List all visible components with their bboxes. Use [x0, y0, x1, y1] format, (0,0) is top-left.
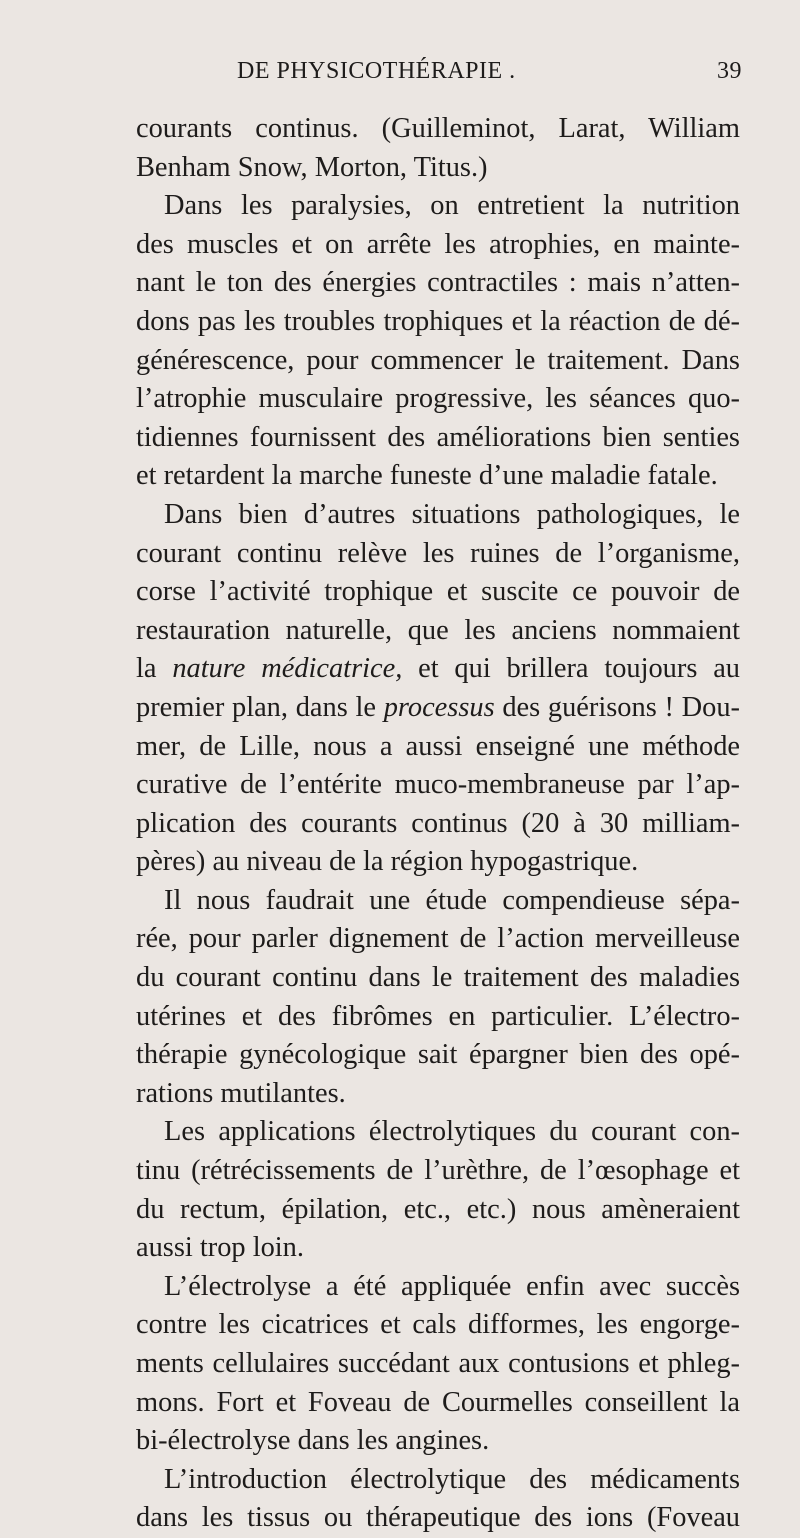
- text-line: curative de l’entérite muco-membraneuse par l’ap-: [136, 769, 740, 801]
- text-line: thérapie gynécologique sait épargner bien des opé-: [136, 1039, 740, 1071]
- text-line: aussi trop loin.: [136, 1232, 304, 1264]
- text-line: mons. Fort et Foveau de Courmelles conseillent la: [136, 1386, 740, 1418]
- text-line: rations mutilantes.: [136, 1077, 346, 1109]
- text-line: courants continus. (Guilleminot, Larat, William: [136, 113, 740, 144]
- text-line: [136, 689, 740, 728]
- text-run: la: [136, 653, 173, 685]
- italic-term: processus: [383, 691, 495, 723]
- text-line: des muscles et on arrête les atrophies, en mainte-: [136, 228, 740, 260]
- text-line: tidiennes fournissent des améliorations bien senties: [136, 421, 740, 453]
- text-line: contre les cicatrices et cals difformes, les engorge-: [136, 1309, 740, 1341]
- text-line: et retardent la marche funeste d’une maladie fatale.: [136, 460, 718, 492]
- italic-term: nature médicatrice,: [172, 653, 403, 685]
- text-line: mer, de Lille, nous a aussi enseigné une méthode: [136, 730, 740, 762]
- text-line: dans les tissus ou thérapeutique des ions (Foveau: [136, 1502, 740, 1534]
- text-line: L’introduction électrolytique des médicaments: [164, 1463, 740, 1495]
- text-line: Dans bien d’autres situations pathologiques, le: [164, 498, 740, 530]
- text-line: restauration naturelle, que les anciens nommaient: [136, 614, 740, 646]
- text-line: courant continu relève les ruines de l’organisme,: [136, 537, 740, 569]
- page-number: 39: [717, 58, 742, 84]
- text-line: utérines et des fibrômes en particulier. L’électro-: [136, 1000, 740, 1032]
- text-line: corse l’activité trophique et suscite ce pouvoir de: [136, 576, 740, 608]
- text-line: nant le ton des énergies contractiles : mais n’atten-: [136, 267, 740, 299]
- text-line: pères) au niveau de la région hypogastrique.: [136, 846, 639, 878]
- text-line: l’atrophie musculaire progressive, les séances quo-: [136, 383, 740, 415]
- text-line: rée, pour parler dignement de l’action merveilleuse: [136, 923, 740, 955]
- text-line: ments cellulaires succédant aux contusions et phleg-: [136, 1348, 740, 1379]
- text-run: des guérisons ! Dou-: [494, 691, 740, 723]
- text-run: premier plan, dans le: [136, 691, 384, 723]
- text-line: du courant continu dans le traitement des maladies: [136, 962, 740, 994]
- text-line: générescence, pour commencer le traitement. Dans: [136, 344, 740, 376]
- text-run: et qui brillera toujours au: [402, 653, 740, 685]
- running-head: [0, 58, 800, 92]
- text-line: [136, 650, 740, 689]
- text-line: L’électrolyse a été appliquée enfin avec succès: [164, 1270, 740, 1302]
- text-line: plication des courants continus (20 à 30 milliam-: [136, 807, 740, 839]
- text-line: Les applications électrolytiques du courant con-: [164, 1116, 740, 1148]
- text-line: Dans les paralysies, on entretient la nutrition: [164, 190, 740, 222]
- text-line: tinu (rétrécissements de l’urèthre, de l’œsophage et: [136, 1155, 740, 1187]
- text-line: Il nous faudrait une étude compendieuse sépa-: [164, 884, 740, 916]
- running-title: DE PHYSICOTHÉRAPIE .: [237, 58, 516, 84]
- text-line: du rectum, épilation, etc., etc.) nous amèneraient: [136, 1193, 740, 1225]
- text-line: Benham Snow, Morton, Titus.): [136, 151, 488, 183]
- text-line: dons pas les troubles trophiques et la réaction de dé-: [136, 305, 740, 337]
- body-text: [136, 110, 740, 1538]
- text-line: bi-électrolyse dans les angines.: [136, 1425, 490, 1457]
